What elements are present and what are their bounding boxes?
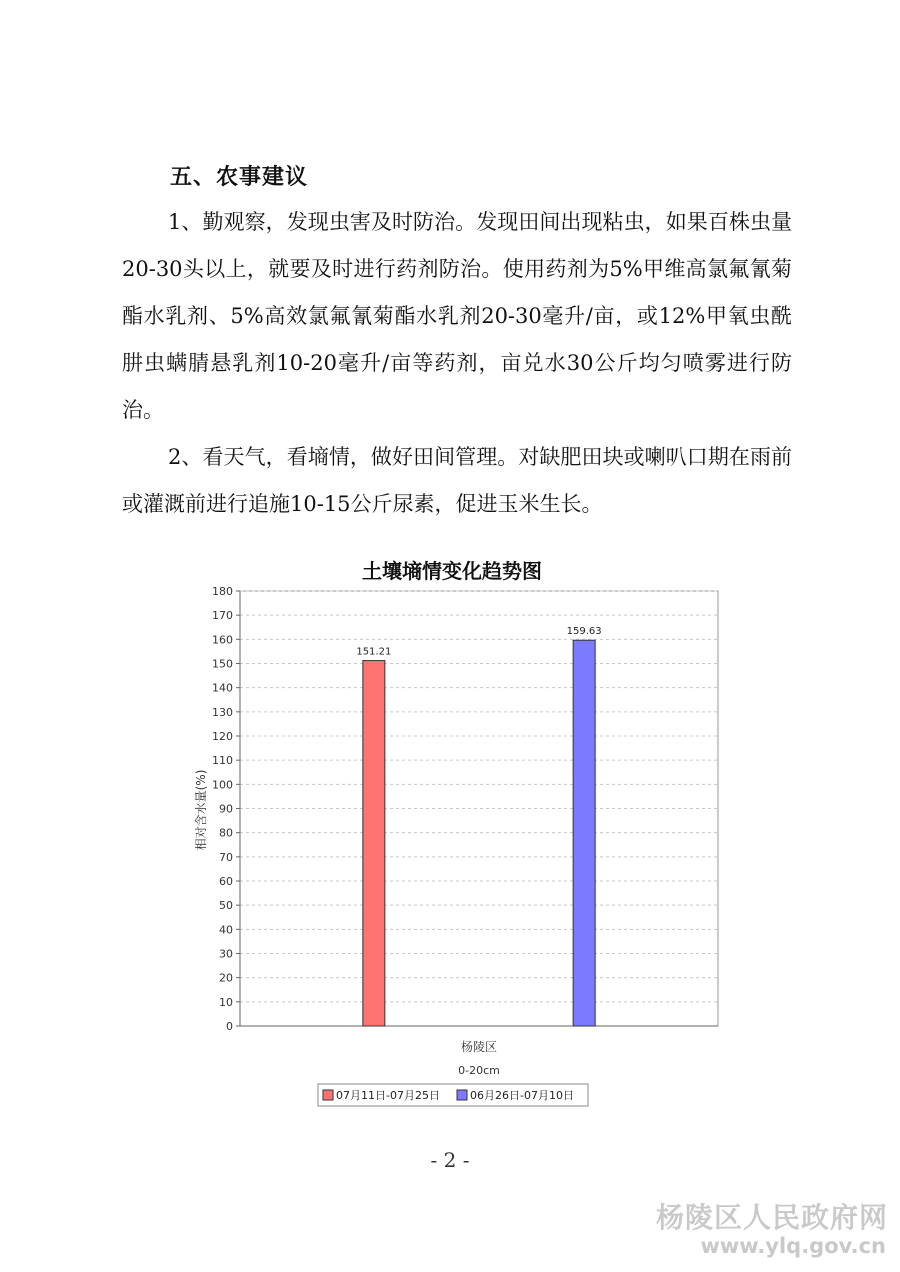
y-tick-label: 110: [212, 754, 233, 768]
page-number: - 2 -: [430, 1148, 470, 1172]
y-tick-label: 30: [219, 947, 233, 961]
paragraph-pest-control: 1、勤观察，发现虫害及时防治。发现田间出现粘虫，如果百株虫量20-30头以上，就要及时进行药剂防治。使用药剂为5%甲维高氯氟氰菊酯水乳剂、5%高效氯氟氰菊酯水乳剂20-30毫升/亩，或12%甲氧虫酰肼虫螨腈悬乳剂10-20毫升/亩等药剂，亩兑水30公斤均匀喷雾进行防治。: [122, 210, 792, 422]
y-tick-label: 60: [219, 875, 233, 888]
x-categories: [461, 1039, 497, 1054]
paragraph-field-management: 2、看天气，看墒情，做好田间管理。对缺肥田块或喇叭口期在雨前或灌溉前进行追施10-15公斤尿素，促进玉米生长。: [122, 445, 792, 516]
legend-swatch-1: [323, 1090, 333, 1100]
y-tick-label: 40: [219, 923, 233, 937]
bar-value-label: 159.63: [566, 626, 602, 638]
y-tick-label: 80: [219, 826, 233, 840]
y-tick-label: 90: [219, 802, 233, 816]
y-axis-label: 相对含水量(%): [194, 769, 208, 851]
y-tick-label: 70: [219, 850, 233, 864]
y-tick-label: 20: [219, 971, 233, 985]
legend-swatch-2: [457, 1090, 467, 1100]
bar-value-label: 151.21: [356, 646, 392, 658]
y-tick-label: 130: [212, 705, 233, 719]
bar-series-1: [363, 661, 385, 1026]
y-tick-label: 180: [212, 585, 233, 598]
y-tick-label: 120: [212, 730, 233, 743]
legend-label-1: 07月11日-07月25日: [336, 1089, 440, 1102]
watermark-site-url: www.ylq.gov.cn: [700, 1234, 886, 1258]
x-axis-label: 0-20cm: [458, 1064, 500, 1077]
y-tick-label: 0: [226, 1020, 233, 1033]
legend-label-2: 06月26日-07月10日: [470, 1089, 574, 1102]
watermark-site-name: 杨陵区人民政府网: [655, 1201, 888, 1234]
bar-series-2: [573, 640, 595, 1026]
y-axis-ticks: [212, 585, 240, 1033]
y-tick-label: 100: [212, 778, 233, 792]
y-tick-label: 150: [212, 657, 233, 671]
y-tick-label: 170: [212, 609, 233, 623]
x-category-label: 杨陵区: [460, 1040, 498, 1054]
y-tick-label: 10: [219, 995, 233, 1009]
y-tick-label: 160: [212, 633, 233, 647]
chart-title: 土壤墒情变化趋势图: [362, 559, 542, 583]
section-heading: 五、农事建议: [170, 165, 309, 190]
y-tick-label: 140: [212, 681, 233, 695]
plot-area: [240, 591, 718, 1026]
y-tick-label: 50: [219, 899, 233, 913]
